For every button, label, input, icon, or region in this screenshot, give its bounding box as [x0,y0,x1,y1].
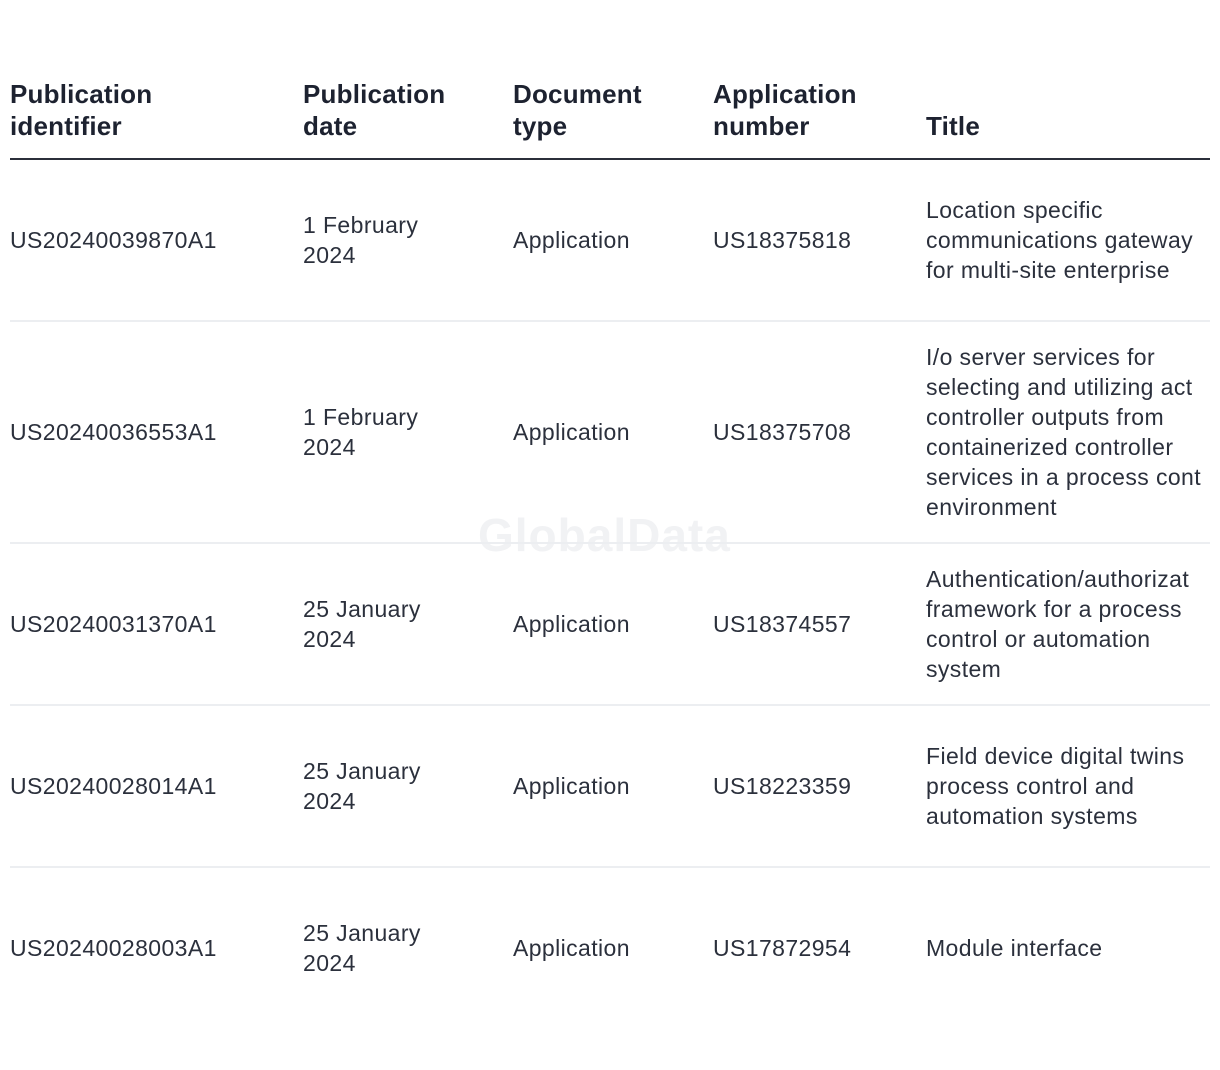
header-line: identifier [10,111,122,141]
title-line: automation systems [926,803,1138,829]
title-line: Field device digital twins [926,743,1185,769]
patent-table [10,78,1210,1028]
document-type-cell: Application [513,705,713,867]
title-line: framework for a process [926,596,1182,622]
header-row [10,78,1210,159]
title-line: selecting and utilizing act [926,374,1193,400]
title-line: Module interface [926,935,1103,961]
title-line: system [926,656,1002,682]
header-title [926,78,1210,159]
header-line: date [303,111,358,141]
title-line: controller outputs from [926,404,1165,430]
title-line: Location specific [926,197,1103,223]
title-cell [926,867,1210,1028]
publication-identifier-cell: US20240039870A1 [10,159,303,321]
table-row [10,321,1210,543]
title-line: process control and [926,773,1135,799]
date-line: 25 January [303,758,421,784]
table-body [10,159,1210,1028]
date-line: 2024 [303,626,356,652]
application-number-cell: US18223359 [713,705,926,867]
date-line: 25 January [303,596,421,622]
header-line: Document [513,79,642,109]
date-line: 1 February [303,212,419,238]
date-line: 1 February [303,404,419,430]
publication-identifier-cell: US20240036553A1 [10,321,303,543]
title-cell [926,705,1210,867]
table-row [10,159,1210,321]
date-line: 2024 [303,950,356,976]
publication-identifier-cell: US20240031370A1 [10,543,303,705]
publication-date-cell [303,159,513,321]
document-type-cell: Application [513,935,630,961]
application-number-cell: US18375708 [713,321,926,543]
date-line: 2024 [303,788,356,814]
header-line: number [713,111,810,141]
header-line: Title [926,111,980,141]
application-number-cell: US17872954 [713,935,852,961]
title-cell [926,321,1210,543]
publication-identifier-cell: US20240028003A1 [10,935,217,961]
publication-date-cell [303,321,513,543]
header-application-number [713,78,926,159]
table-row [10,543,1210,705]
title-line: control or automation [926,626,1151,652]
title-cell [926,159,1210,321]
publication-identifier-cell: US20240028014A1 [10,705,303,867]
header-line: Publication [10,79,153,109]
header-publication-identifier [10,78,303,159]
publication-date-cell [303,705,513,867]
title-line: for multi-site enterprise [926,257,1170,283]
title-line: containerized controller [926,434,1174,460]
table-header [10,78,1210,159]
publication-date-cell [303,867,513,1028]
header-line: Application [713,79,857,109]
header-line: Publication [303,79,446,109]
date-line: 25 January [303,920,421,946]
header-publication-date [303,78,513,159]
document-type-cell: Application [513,321,713,543]
header-line: type [513,111,568,141]
date-line: 2024 [303,434,356,460]
document-type-cell: Application [513,159,713,321]
date-line: 2024 [303,242,356,268]
application-number-cell: US18375818 [713,159,926,321]
patent-table-container [10,78,1210,1028]
header-document-type [513,78,713,159]
application-number-cell: US18374557 [713,543,926,705]
title-line: communications gateway [926,227,1194,253]
document-type-cell: Application [513,543,713,705]
publication-date-cell [303,543,513,705]
title-line: environment [926,494,1057,520]
table-row [10,867,1210,1028]
title-cell [926,543,1210,705]
title-line: I/o server services for [926,344,1156,370]
title-line: services in a process cont [926,464,1202,490]
watermark-logo: GlobalData [478,509,731,561]
title-line: Authentication/authorizat [926,566,1190,592]
table-row [10,705,1210,867]
